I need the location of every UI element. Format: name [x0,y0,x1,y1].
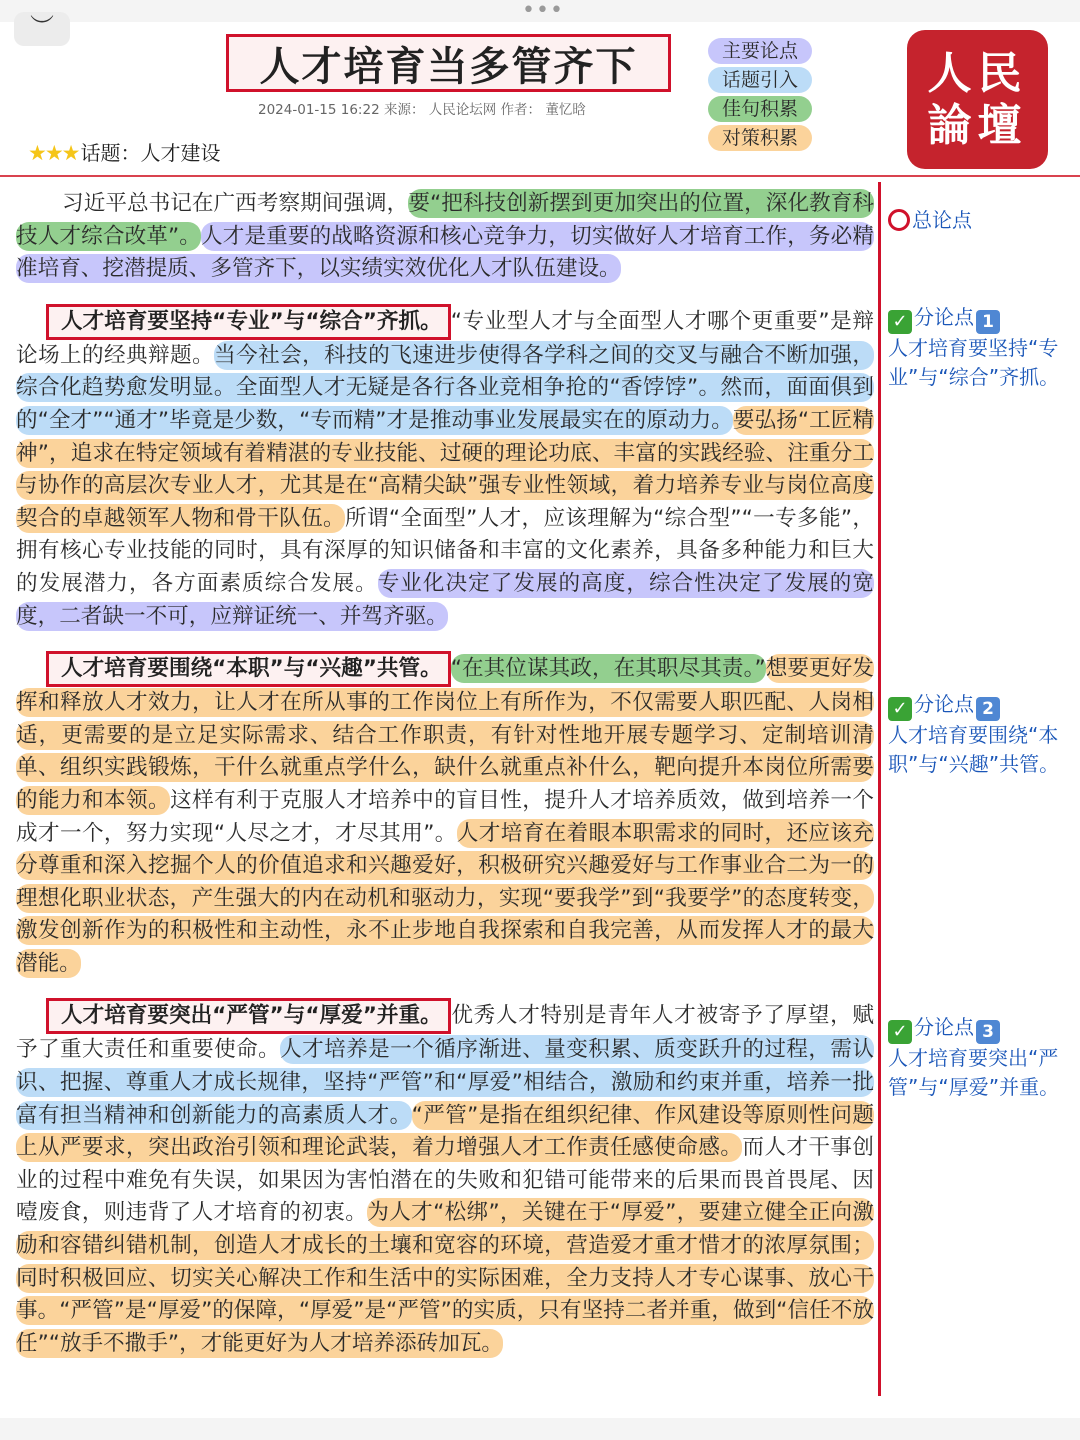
good-sentence-highlight: “在其位谋其政，在其职尽其责。” [450,656,766,682]
measures-highlight: “严管”是指在组织纪律、作风建设等原则性问题上从严要求，突出政治引领和理论武装，着力增强人才工作责任感使命感。 [16,1102,874,1161]
paragraph-point-3 [16,998,874,1360]
main-argument-label: 总论点 [912,208,972,232]
bottom-bar [0,1418,1080,1440]
check-mark-icon: ✓ [888,1020,912,1044]
article-body [16,188,874,1378]
point-label: 分论点 [914,1015,974,1039]
measures-highlight: 想要更好发挥和释放人才效力，让人才在所从事的工作岗位上有所作为，不仅需要人职匹配、人岗相适，更需要的是立足实际需求、结合工作职责，有针对性地开展专题学习、定制培训清单、组织实践锻炼，干什么就重点学什么，缺什么就重点补什么，靶向提升本岗位所需要的能力和本领。 [16,656,874,813]
check-mark-icon: ✓ [888,697,912,721]
point-summary: 人才培育要突出“严管”与“厚爱”并重。 [888,1046,1060,1099]
text-segment: “专业型人才与全面型人才哪个更重要”是辩论场上的经典辩题。 [16,308,874,368]
measures-highlight: 为人才“松绑”，关键在于“厚爱”，要建立健全正向激励和容错纠错机制，创造人才成长的土壤和宽容的环境，营造爱才重才惜才的浓厚氛围；同时积极回应、切实关心解决工作和生活中的实际困难，全力支持人才专心谋事、放心干事。“严管”是“厚爱”的保障，“厚爱”是“严管”的实质，只有坚持二者并重，做到“信任不放任”“放手不撒手”，才能更好为人才培养添砖加瓦。 [16,1200,874,1356]
more-icon[interactable]: ••• [522,0,564,23]
legend-measures: 对策积累 [708,125,812,151]
sub-argument-heading-2: 人才培育要围绕“本职”与“兴趣”共管。 [46,651,451,687]
measures-highlight: 要弘扬“工匠精神”，追求在特定领域有着精湛的专业技能、过硬的理论功底、丰富的实践经验、注重分工与协作的高层次专业人才，尤其是在“高精尖缺”强专业性领域，着力培养专业与岗位高度契合的卓越领军人物和骨干队伍。 [16,407,875,531]
top-bar [0,0,1080,22]
main-argument-highlight: 专业化决定了发展的高度，综合性决定了发展的宽度，二者缺一不可，应辩证统一、并驾齐驱。 [16,570,874,629]
legend-topic-intro: 话题引入 [708,67,812,93]
point-summary: 人才培育要坚持“专业”与“综合”齐抓。 [888,336,1060,389]
point-number-badge: 2 [976,697,1000,721]
topic-line [28,137,220,166]
sidebar-main-argument [888,206,1068,235]
logo-text-line1: 人民 [927,47,1028,99]
good-sentence-highlight: 要“把科技创新摆到更加突出的位置，深化教育科技人才综合改革”。 [16,191,874,249]
topic-label: 话题：人才建设 [80,141,221,165]
main-argument-highlight: 人才是重要的战略资源和核心竞争力，切实做好人才培育工作，务必精准培育、挖潜提质、多管齐下，以实绩实效优化人才队伍建设。 [16,223,874,282]
collapse-button[interactable]: ︶ [14,12,70,46]
sidebar-divider [878,182,881,1396]
article-title-box [226,34,671,92]
point-number-badge: 3 [976,1020,1000,1044]
sub-argument-heading-1: 人才培育要坚持“专业”与“综合”齐抓。 [46,304,451,340]
topic-intro-highlight: 当今社会，科技的飞速进步使得各学科之间的交叉与融合不断加强，综合化趋势愈发明显。全面型人才无疑是各行各业竞相争抢的“香饽饽”。然而，面面俱到的“全才”“通才”毕竟是少数，“专而精”才是推动事业发展最实在的原动力。 [16,342,874,433]
text-segment: 习近平总书记在广西考察期间强调， [62,191,409,216]
logo-text-line2: 論壇 [927,99,1028,151]
text-segment: 这样有利于克服人才培养中的盲目性，提升人才培养质效，做到培养一个成才一个，努力实现“人尽之才，才尽其用”。 [16,787,874,846]
header-divider [0,175,1080,177]
measures-highlight: 人才培育在着眼本职需求的同时，还应该充分尊重和深入挖掘个人的价值追求和兴趣爱好，积极研究兴趣爱好与工作事业合二为一的理想化职业状态，产生强大的内在动机和驱动力，实现“要我学”到“我要学”的态度转变，激发创新作为的积极性和主动性，永不止步地自我探索和自我完善，从而发挥人才的最大潜能。 [16,820,874,976]
legend-main-argument: 主要论点 [708,38,812,64]
legend-good-sentence: 佳句积累 [708,96,812,122]
text-segment: 所谓“全面型”人才，应该理解为“综合型”“一专多能”，拥有核心专业技能的同时，具有深厚的知识储备和丰富的文化素养，具备多种能力和巨大的发展潜力，各方面素质综合发展。 [16,505,874,596]
text-segment: 而人才干事创业的过程中难免有失误，如果因为害怕潜在的失败和犯错可能带来的后果而畏首畏尾、因噎废食，则违背了人才培育的初衷。 [16,1135,874,1226]
sidebar-point-2 [888,690,1068,779]
color-legend [708,38,812,154]
sidebar-point-3 [888,1013,1068,1102]
red-circle-icon [888,209,910,231]
check-mark-icon: ✓ [888,310,912,334]
topic-intro-highlight: 人才培养是一个循序渐进、量变积累、质变跃升的过程，需认识、把握、尊重人才成长规律，坚持“严管”和“厚爱”相结合，激励和约束并重，培养一批富有担当精神和创新能力的高素质人才。 [16,1037,874,1128]
sidebar-point-1 [888,303,1068,392]
star-rating-icon: ★★★ [28,141,79,165]
article-title: 人才培育当多管齐下 [259,43,638,90]
paragraph-intro [16,188,874,286]
sub-argument-heading-3: 人才培育要突出“严管”与“厚爱”并重。 [46,998,451,1034]
point-number-badge: 1 [976,310,1000,334]
paragraph-point-2 [16,651,874,980]
point-label: 分论点 [914,692,974,716]
article-meta: 2024-01-15 16:22 来源： 人民论坛网 作者： 董忆晗 [258,102,586,118]
point-summary: 人才培育要围绕“本职”与“兴趣”共管。 [888,723,1060,776]
renmin-luntan-logo [907,30,1048,169]
text-segment: 优秀人才特别是青年人才被寄予了厚望，赋予了重大责任和重要使命。 [16,1003,874,1063]
point-label: 分论点 [914,305,974,329]
paragraph-point-1 [16,304,874,633]
